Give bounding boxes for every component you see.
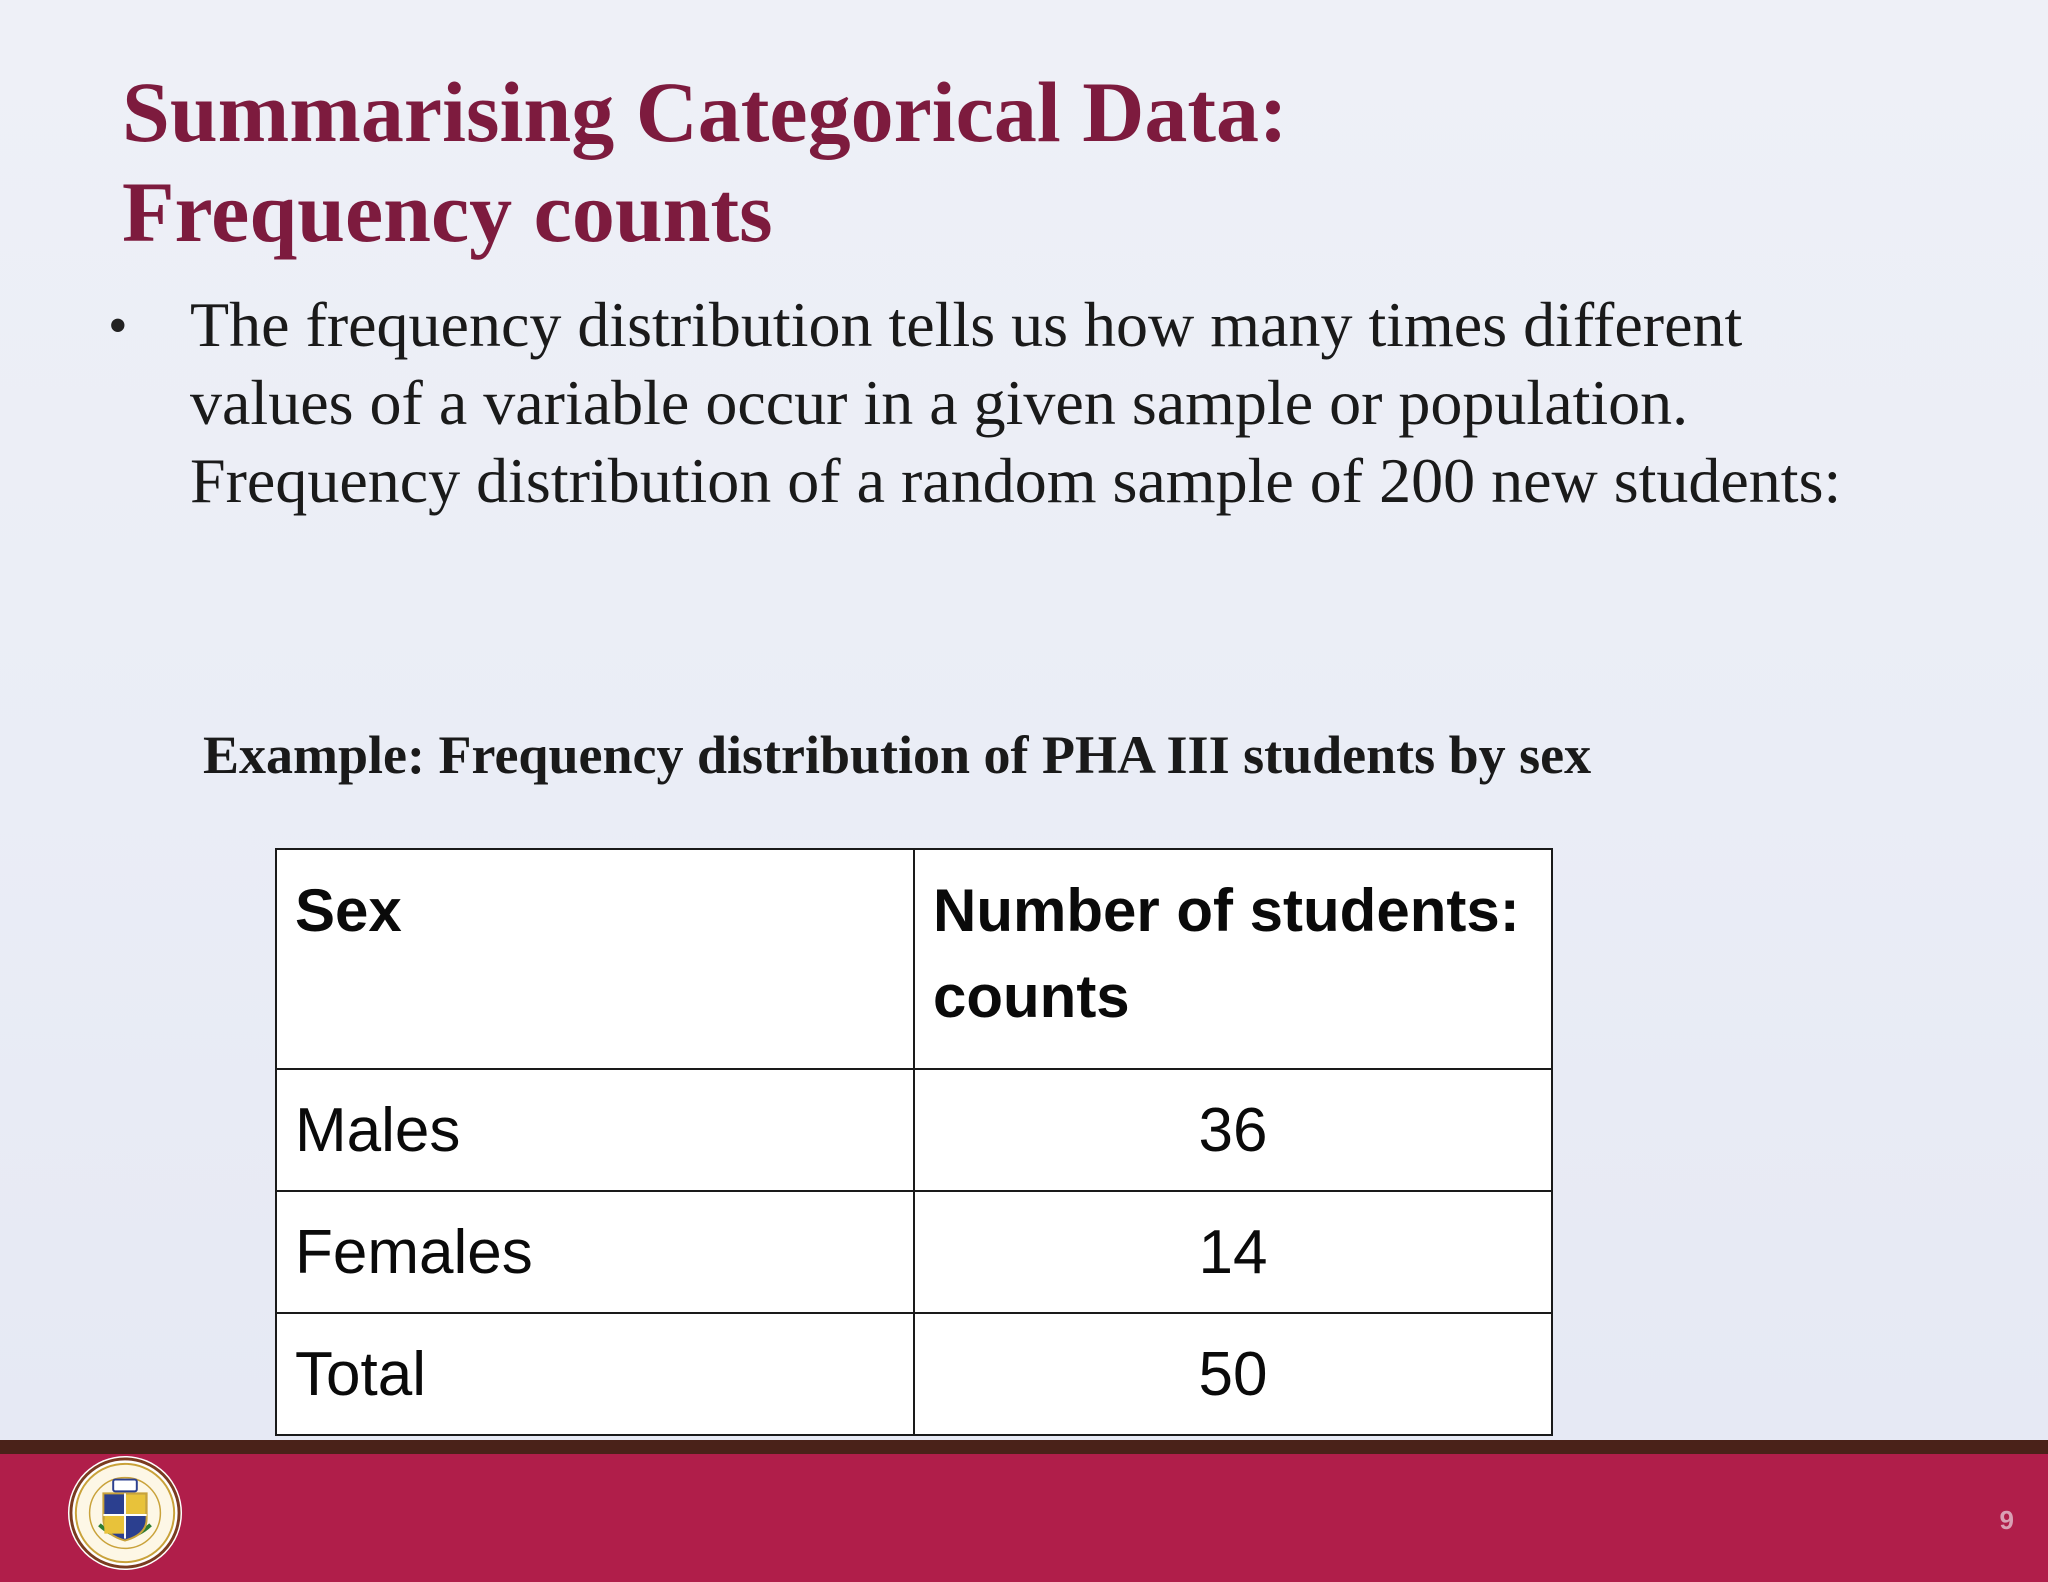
row-count: 36: [914, 1069, 1552, 1191]
university-crest-icon: [66, 1454, 184, 1572]
row-count: 14: [914, 1191, 1552, 1313]
table-header-row: [276, 849, 1552, 1069]
table-row: [276, 1191, 1552, 1313]
bullet-text: The frequency distribution tells us how many times different values of a variable occur in a given sample or population. Frequency distribution of a random sample of 200 new students:: [190, 289, 1842, 516]
slide-title-line-2: Frequency counts: [122, 164, 773, 260]
table-row-total: [276, 1313, 1552, 1435]
header-count: Number of students: counts: [914, 849, 1552, 1069]
frequency-table: [275, 848, 1553, 1436]
footer-band: [0, 1454, 2048, 1582]
footer-divider: [0, 1440, 2048, 1454]
bullet-dot-icon: •: [108, 295, 128, 357]
table-row: [276, 1069, 1552, 1191]
slide-title: [122, 62, 1288, 262]
example-caption: Example: Frequency distribution of PHA III students by sex: [203, 725, 1592, 785]
bullet-point: [108, 286, 1908, 520]
row-count: 50: [914, 1313, 1552, 1435]
row-label: Males: [276, 1069, 914, 1191]
row-label: Females: [276, 1191, 914, 1313]
header-sex: Sex: [276, 849, 914, 1069]
slide-title-line-1: Summarising Categorical Data:: [122, 64, 1288, 160]
page-number: 9: [1999, 1505, 2014, 1535]
row-label: Total: [276, 1313, 914, 1435]
